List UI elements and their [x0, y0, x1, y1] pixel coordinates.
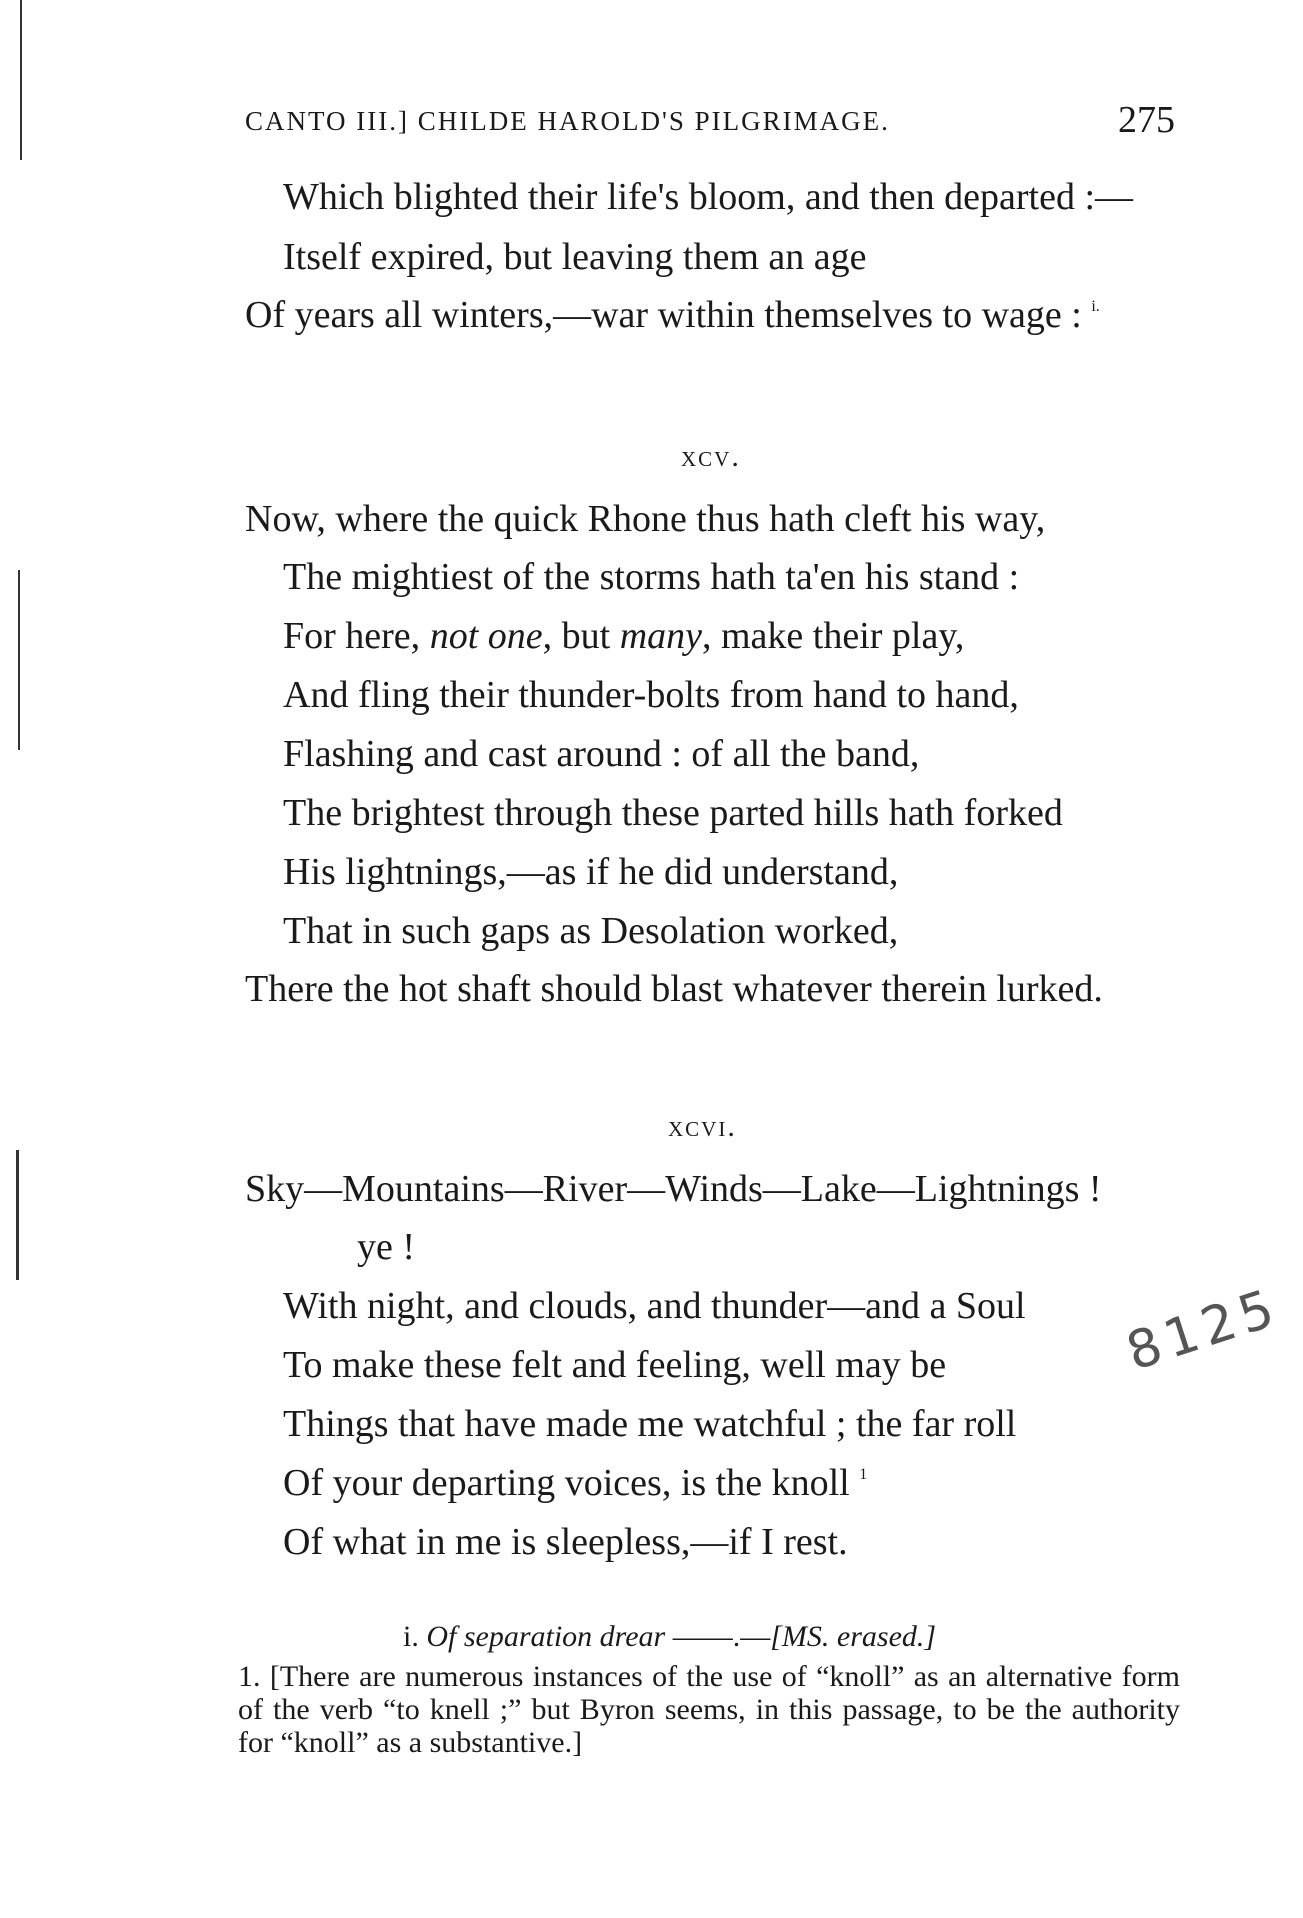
variant-source: [MS. erased.] — [770, 1620, 937, 1653]
footnote-text: [There are numerous instances of the use of “knoll” as an alternative form of the verb “to knell ;” but Byron seems, in this passage, to be the authority for “knoll” as a substantive.] — [238, 1660, 1181, 1759]
stanza-number: xcv. — [681, 440, 741, 473]
verse-line: To make these felt and feeling, well may be — [283, 1344, 947, 1386]
verse-line: Now, where the quick Rhone thus hath cleft his way, — [245, 498, 1046, 540]
verse-line: Things that have made me watchful ; the far roll — [283, 1403, 1017, 1445]
verse-line: That in such gaps as Desolation worked, — [283, 910, 899, 952]
verse-line: With night, and clouds, and thunder—and a Soul — [283, 1285, 1026, 1327]
running-header — [245, 98, 1185, 142]
scan-margin-line — [18, 570, 20, 750]
pencil-annotation: 8125 — [1119, 1277, 1287, 1383]
footnote-ref: 1 — [859, 1466, 868, 1483]
verse-text: Of your departing voices, is the knoll — [283, 1462, 850, 1504]
verse-line — [245, 296, 1100, 334]
verse-text: Of years all winters,—war within themselves to wage : — [245, 294, 1082, 336]
variant-note — [403, 1620, 936, 1654]
variant-dash: ——.— — [672, 1620, 771, 1653]
verse-line: For here, not one, but many, make their play, — [283, 615, 965, 657]
variant-label: i. — [403, 1620, 419, 1653]
verse-line: And fling their thunder-bolts from hand to hand, — [283, 674, 1019, 716]
variant-mark: i. — [1091, 298, 1100, 315]
verse-line: Itself expired, but leaving them an age — [283, 236, 867, 278]
page-number: 275 — [1118, 99, 1175, 141]
verse-line: ye ! — [357, 1226, 416, 1268]
verse-line: Sky—Mountains—River—Winds—Lake—Lightnings ! — [245, 1168, 1102, 1210]
verse-line: There the hot shaft should blast whatever therein lurked. — [245, 968, 1103, 1010]
scan-margin-line — [20, 0, 22, 160]
verse-line: Of what in me is sleepless,—if I rest. — [283, 1521, 848, 1563]
footnote — [238, 1660, 1180, 1759]
verse-line: The brightest through these parted hills hath forked — [283, 792, 1063, 834]
verse-line: His lightnings,—as if he did understand, — [283, 851, 899, 893]
footnote-label: 1. — [238, 1660, 261, 1693]
running-title: CANTO III.] CHILDE HAROLD'S PILGRIMAGE. — [245, 106, 890, 136]
stanza-number: xcvi. — [668, 1110, 737, 1143]
variant-text: Of separation drear — [426, 1620, 666, 1653]
verse-line: The mightiest of the storms hath ta'en his stand : — [283, 556, 1020, 598]
verse-line: Flashing and cast around : of all the band, — [283, 733, 920, 775]
verse-line: Which blighted their life's bloom, and then departed :— — [283, 176, 1134, 218]
scan-margin-line — [16, 1150, 19, 1280]
verse-line — [283, 1464, 867, 1502]
